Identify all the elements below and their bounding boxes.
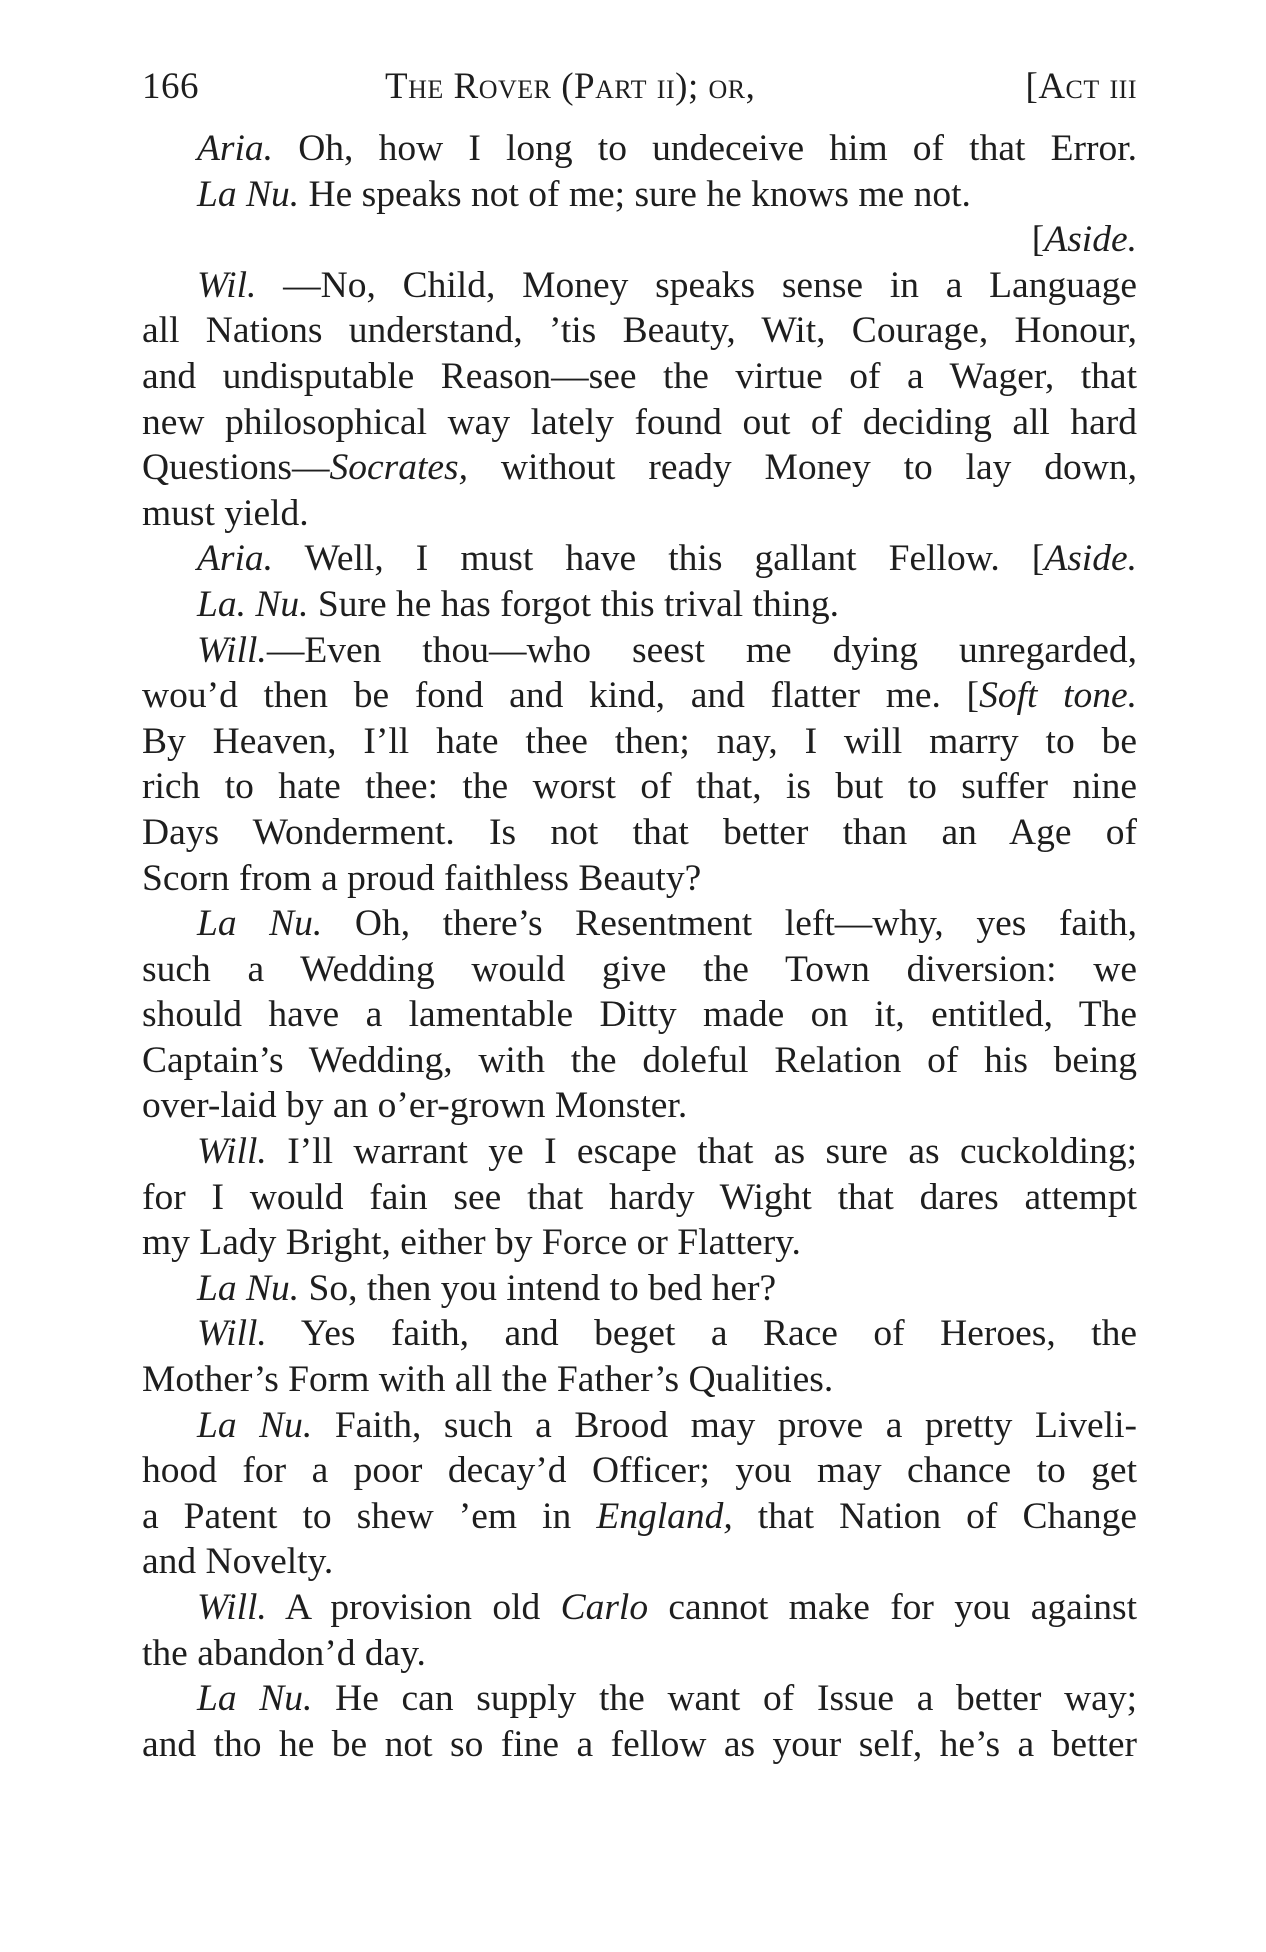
text-line bbox=[142, 263, 1137, 309]
text-run: that Nation of Change bbox=[732, 1495, 1137, 1537]
text-run: A provision old bbox=[266, 1587, 561, 1628]
italic-run: Wil. bbox=[197, 264, 257, 306]
text-line bbox=[142, 308, 1137, 354]
text-line bbox=[142, 1357, 1137, 1403]
page-number: 166 bbox=[142, 66, 199, 107]
text-line bbox=[142, 126, 1137, 172]
italic-run: Aside. bbox=[1044, 538, 1137, 580]
text-run: Oh, there’s Resentment left—why, yes faith, bbox=[322, 903, 1137, 945]
text-run: over-laid by an o’er-grown Monster. bbox=[142, 1085, 688, 1127]
italic-run: La Nu. bbox=[197, 1404, 313, 1446]
italic-run: Aria. bbox=[197, 128, 274, 169]
text-line bbox=[142, 1175, 1137, 1221]
italic-run: Socrates, bbox=[329, 447, 469, 489]
italic-run: La Nu. bbox=[197, 1678, 313, 1720]
text-line bbox=[142, 172, 1137, 218]
text-run: Oh, how I long to undeceive him of that Error. bbox=[273, 128, 1137, 169]
italic-run: La Nu. bbox=[197, 1267, 300, 1309]
text-line bbox=[142, 1722, 1137, 1768]
italic-run: La Nu. bbox=[197, 903, 323, 945]
text-run: [ bbox=[1031, 219, 1045, 261]
text-run: my Lady Bright, either by Force or Flattery. bbox=[142, 1222, 801, 1264]
text-line bbox=[142, 1494, 1137, 1540]
italic-run: Will. bbox=[197, 1313, 267, 1355]
text-run: Mother’s Form with all the Father’s Qualities. bbox=[142, 1359, 834, 1401]
text-line bbox=[142, 1539, 1137, 1585]
italic-run: Aria. bbox=[197, 538, 274, 580]
italic-run: Aside. bbox=[1044, 219, 1137, 261]
text-run: such a Wedding would give the Town diversion: we bbox=[142, 948, 1137, 990]
text-line bbox=[142, 1038, 1137, 1084]
text-run: wou’d then be fond and kind, and flatter me. [ bbox=[142, 675, 980, 717]
text-run: He can supply the want of Issue a better way; bbox=[312, 1678, 1137, 1720]
text-run: should have a lamentable Ditty made on it, entitled, The bbox=[142, 994, 1137, 1036]
italic-run: Soft tone. bbox=[979, 675, 1138, 717]
text-run: without ready Money to lay down, bbox=[468, 447, 1137, 489]
text-run: Captain’s Wedding, with the doleful Relation of his being bbox=[142, 1039, 1137, 1081]
text-line bbox=[142, 947, 1137, 993]
text-run: cannot make for you against bbox=[648, 1587, 1137, 1628]
italic-run: La. Nu. bbox=[197, 583, 309, 625]
italic-run: La Nu. bbox=[197, 173, 300, 215]
text-line bbox=[142, 992, 1137, 1038]
text-line bbox=[142, 1083, 1137, 1129]
text-run: and Novelty. bbox=[142, 1541, 334, 1583]
text-run: and undisputable Reason—see the virtue of a Wager, that bbox=[142, 355, 1137, 397]
text-run: Questions— bbox=[142, 447, 330, 489]
running-header bbox=[142, 56, 1137, 118]
text-run: —No, Child, Money speaks sense in a Language bbox=[256, 264, 1137, 306]
text-line bbox=[142, 1266, 1137, 1312]
text-line bbox=[142, 1403, 1137, 1449]
italic-run: England, bbox=[596, 1495, 733, 1537]
text-run: Faith, such a Brood may prove a pretty Liveli- bbox=[312, 1404, 1138, 1446]
text-run: So, then you intend to bed her? bbox=[299, 1267, 777, 1309]
text-line bbox=[142, 354, 1137, 400]
text-run: all Nations understand, ’tis Beauty, Wit, Courage, Honour, bbox=[142, 310, 1137, 352]
text-line bbox=[142, 1220, 1137, 1266]
text-line bbox=[142, 536, 1137, 582]
text-line bbox=[142, 901, 1137, 947]
running-title: The Rover (Part ii); or, bbox=[385, 66, 756, 107]
act-label: [Act iii bbox=[1025, 66, 1137, 107]
text-line bbox=[142, 445, 1137, 491]
text-run: I’ll warrant ye I escape that as sure as cuckolding; bbox=[266, 1131, 1137, 1173]
italic-run: Will. bbox=[197, 629, 267, 671]
text-line bbox=[142, 491, 1137, 537]
text-run: Scorn from a proud faithless Beauty? bbox=[142, 857, 702, 899]
text-line bbox=[142, 856, 1137, 902]
text-run: must yield. bbox=[142, 492, 309, 534]
text-line bbox=[142, 1448, 1137, 1494]
text-line bbox=[142, 1129, 1137, 1175]
text-run: Well, I must have this gallant Fellow. [ bbox=[273, 538, 1045, 580]
text-run: rich to hate thee: the worst of that, is but to suffer nine bbox=[142, 766, 1137, 808]
text-run: a Patent to shew ’em in bbox=[142, 1495, 597, 1537]
text-line bbox=[142, 764, 1137, 810]
play-text bbox=[142, 126, 1137, 1767]
text-run: By Heaven, I’ll hate thee then; nay, I will marry to be bbox=[142, 720, 1137, 762]
text-line bbox=[142, 719, 1137, 765]
text-run: the abandon’d day. bbox=[142, 1632, 426, 1674]
text-run: Days Wonderment. Is not that better than an Age of bbox=[142, 811, 1137, 853]
text-line bbox=[142, 673, 1137, 719]
text-run: Yes faith, and beget a Race of Heroes, the bbox=[266, 1313, 1137, 1355]
text-line bbox=[142, 1311, 1137, 1357]
text-run: He speaks not of me; sure he knows me not. bbox=[299, 173, 971, 215]
text-run: Sure he has forgot this trival thing. bbox=[308, 583, 839, 625]
text-run: new philosophical way lately found out of deciding all hard bbox=[142, 401, 1137, 443]
text-line bbox=[142, 1631, 1137, 1677]
italic-run: Will. bbox=[197, 1587, 267, 1628]
text-line bbox=[142, 400, 1137, 446]
text-line bbox=[142, 810, 1137, 856]
text-line bbox=[142, 582, 1137, 628]
text-line bbox=[142, 1676, 1137, 1722]
text-line bbox=[142, 628, 1137, 674]
italic-run: Will. bbox=[197, 1131, 267, 1173]
stage-direction bbox=[142, 217, 1137, 263]
text-run: hood for a poor decay’d Officer; you may chance to get bbox=[142, 1450, 1137, 1492]
text-run: and tho he be not so fine a fellow as your self, he’s a better bbox=[142, 1723, 1137, 1765]
italic-run: Carlo bbox=[560, 1587, 649, 1628]
text-run: —Even thou—who seest me dying unregarded, bbox=[266, 629, 1137, 671]
text-run: for I would fain see that hardy Wight that dares attempt bbox=[142, 1176, 1137, 1218]
text-line bbox=[142, 1585, 1137, 1631]
